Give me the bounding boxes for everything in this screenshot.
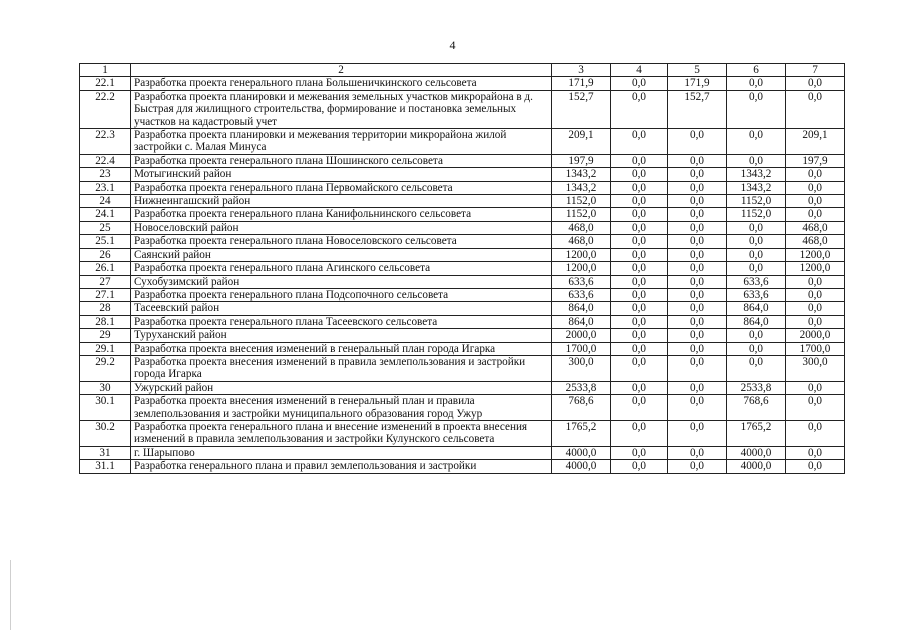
value-cell-col5: 0,0: [668, 275, 727, 288]
value-cell-col7: 1200,0: [786, 248, 845, 261]
value-cell-col7: 0,0: [786, 446, 845, 459]
row-number-cell: 27: [80, 275, 131, 288]
row-number-cell: 29: [80, 329, 131, 342]
table-row: [80, 381, 845, 394]
row-number-cell: 28.1: [80, 315, 131, 328]
value-cell-col6: 0,0: [727, 77, 786, 90]
table-row: [80, 235, 845, 248]
header-cell: 1: [80, 64, 131, 77]
value-cell-col3: 768,6: [552, 395, 611, 421]
row-name-cell: Разработка проекта генерального плана Подсопочного сельсовета: [131, 288, 552, 301]
value-cell-col4: 0,0: [611, 221, 668, 234]
value-cell-col6: 1765,2: [727, 420, 786, 446]
header-cell: 3: [552, 64, 611, 77]
value-cell-col7: 0,0: [786, 420, 845, 446]
row-name-cell: Мотыгинский район: [131, 168, 552, 181]
value-cell-col4: 0,0: [611, 275, 668, 288]
value-cell-col3: 197,9: [552, 154, 611, 167]
value-cell-col6: 0,0: [727, 90, 786, 128]
table-row: [80, 342, 845, 355]
row-number-cell: 25: [80, 221, 131, 234]
value-cell-col4: 0,0: [611, 460, 668, 473]
value-cell-col7: 209,1: [786, 129, 845, 155]
row-number-cell: 30: [80, 381, 131, 394]
row-number-cell: 26: [80, 248, 131, 261]
value-cell-col7: 0,0: [786, 460, 845, 473]
row-name-cell: Ужурский район: [131, 381, 552, 394]
row-name-cell: Тасеевский район: [131, 302, 552, 315]
value-cell-col7: 0,0: [786, 315, 845, 328]
page-number: 4: [449, 38, 456, 52]
value-cell-col4: 0,0: [611, 329, 668, 342]
row-number-cell: 22.4: [80, 154, 131, 167]
table-row: [80, 460, 845, 473]
table-row: [80, 315, 845, 328]
value-cell-col7: 468,0: [786, 221, 845, 234]
value-cell-col4: 0,0: [611, 129, 668, 155]
value-cell-col7: 0,0: [786, 302, 845, 315]
value-cell-col4: 0,0: [611, 262, 668, 275]
row-number-cell: 26.1: [80, 262, 131, 275]
value-cell-col7: 0,0: [786, 288, 845, 301]
table-row: [80, 154, 845, 167]
value-cell-col7: 2000,0: [786, 329, 845, 342]
value-cell-col5: 0,0: [668, 195, 727, 208]
table-row: [80, 275, 845, 288]
row-name-cell: г. Шарыпово: [131, 446, 552, 459]
value-cell-col6: 1152,0: [727, 195, 786, 208]
value-cell-col7: 0,0: [786, 395, 845, 421]
value-cell-col6: 1343,2: [727, 168, 786, 181]
value-cell-col4: 0,0: [611, 302, 668, 315]
value-cell-col6: 0,0: [727, 262, 786, 275]
value-cell-col7: 0,0: [786, 195, 845, 208]
header-cell: 7: [786, 64, 845, 77]
value-cell-col4: 0,0: [611, 288, 668, 301]
value-cell-col5: 0,0: [668, 235, 727, 248]
value-cell-col4: 0,0: [611, 168, 668, 181]
value-cell-col5: 0,0: [668, 181, 727, 194]
value-cell-col7: 0,0: [786, 77, 845, 90]
value-cell-col6: 0,0: [727, 154, 786, 167]
value-cell-col5: 0,0: [668, 395, 727, 421]
row-number-cell: 30.2: [80, 420, 131, 446]
value-cell-col5: 0,0: [668, 420, 727, 446]
row-number-cell: 25.1: [80, 235, 131, 248]
table-row: [80, 181, 845, 194]
value-cell-col3: 2000,0: [552, 329, 611, 342]
value-cell-col5: 0,0: [668, 208, 727, 221]
value-cell-col7: 0,0: [786, 381, 845, 394]
value-cell-col4: 0,0: [611, 315, 668, 328]
value-cell-col7: 300,0: [786, 355, 845, 381]
value-cell-col6: 633,6: [727, 288, 786, 301]
value-cell-col5: 0,0: [668, 248, 727, 261]
table-row: [80, 262, 845, 275]
value-cell-col4: 0,0: [611, 235, 668, 248]
value-cell-col3: 864,0: [552, 315, 611, 328]
row-number-cell: 24.1: [80, 208, 131, 221]
table-row: [80, 329, 845, 342]
row-name-cell: Разработка проекта внесения изменений в генеральный план и правила землепользования и застройки муниципального образования город Ужур: [131, 395, 552, 421]
header-cell: 4: [611, 64, 668, 77]
value-cell-col6: 2533,8: [727, 381, 786, 394]
value-cell-col4: 0,0: [611, 90, 668, 128]
value-cell-col6: 0,0: [727, 235, 786, 248]
value-cell-col6: 4000,0: [727, 460, 786, 473]
table-row: [80, 355, 845, 381]
value-cell-col3: 1152,0: [552, 208, 611, 221]
value-cell-col3: 1343,2: [552, 181, 611, 194]
value-cell-col3: 1765,2: [552, 420, 611, 446]
row-number-cell: 30.1: [80, 395, 131, 421]
value-cell-col3: 1200,0: [552, 262, 611, 275]
value-cell-col3: 864,0: [552, 302, 611, 315]
row-name-cell: Разработка проекта генерального плана Агинского сельсовета: [131, 262, 552, 275]
row-number-cell: 22.3: [80, 129, 131, 155]
row-name-cell: Разработка проекта генерального плана Шошинского сельсовета: [131, 154, 552, 167]
value-cell-col3: 633,6: [552, 288, 611, 301]
table-row: [80, 77, 845, 90]
value-cell-col7: 0,0: [786, 275, 845, 288]
table-row: [80, 195, 845, 208]
value-cell-col7: 0,0: [786, 90, 845, 128]
row-number-cell: 23: [80, 168, 131, 181]
row-name-cell: Разработка проекта внесения изменений в генеральный план города Игарка: [131, 342, 552, 355]
row-number-cell: 27.1: [80, 288, 131, 301]
value-cell-col7: 0,0: [786, 168, 845, 181]
row-number-cell: 31: [80, 446, 131, 459]
value-cell-col6: 4000,0: [727, 446, 786, 459]
value-cell-col4: 0,0: [611, 342, 668, 355]
value-cell-col5: 0,0: [668, 446, 727, 459]
row-name-cell: Разработка проекта генерального плана Новоселовского сельсовета: [131, 235, 552, 248]
value-cell-col4: 0,0: [611, 77, 668, 90]
value-cell-col6: 0,0: [727, 355, 786, 381]
value-cell-col3: 152,7: [552, 90, 611, 128]
value-cell-col3: 4000,0: [552, 460, 611, 473]
table-row: [80, 395, 845, 421]
value-cell-col3: 171,9: [552, 77, 611, 90]
value-cell-col6: 864,0: [727, 315, 786, 328]
value-cell-col4: 0,0: [611, 208, 668, 221]
row-name-cell: Туруханский район: [131, 329, 552, 342]
scan-edge-mark: [10, 560, 11, 630]
row-name-cell: Сухобузимский район: [131, 275, 552, 288]
row-number-cell: 23.1: [80, 181, 131, 194]
value-cell-col6: 0,0: [727, 342, 786, 355]
row-number-cell: 28: [80, 302, 131, 315]
value-cell-col7: 468,0: [786, 235, 845, 248]
value-cell-col4: 0,0: [611, 446, 668, 459]
value-cell-col6: 0,0: [727, 221, 786, 234]
row-number-cell: 29.2: [80, 355, 131, 381]
value-cell-col5: 0,0: [668, 315, 727, 328]
row-number-cell: 22.1: [80, 77, 131, 90]
value-cell-col6: 0,0: [727, 129, 786, 155]
value-cell-col3: 1200,0: [552, 248, 611, 261]
table-row: [80, 420, 845, 446]
value-cell-col5: 0,0: [668, 288, 727, 301]
header-cell: 2: [131, 64, 552, 77]
row-name-cell: Новоселовский район: [131, 221, 552, 234]
row-number-cell: 24: [80, 195, 131, 208]
value-cell-col3: 2533,8: [552, 381, 611, 394]
row-name-cell: Разработка проекта генерального плана Канифольнинского сельсовета: [131, 208, 552, 221]
value-cell-col7: 1700,0: [786, 342, 845, 355]
value-cell-col3: 468,0: [552, 221, 611, 234]
value-cell-col3: 633,6: [552, 275, 611, 288]
value-cell-col7: 197,9: [786, 154, 845, 167]
value-cell-col3: 1152,0: [552, 195, 611, 208]
value-cell-col5: 0,0: [668, 129, 727, 155]
value-cell-col6: 1152,0: [727, 208, 786, 221]
value-cell-col6: 768,6: [727, 395, 786, 421]
row-name-cell: Разработка проекта генерального плана и внесение изменений в проекта внесения изменений в правила землепользования и застройки Кулунского сельсовета: [131, 420, 552, 446]
table-header-row: [80, 64, 845, 77]
value-cell-col5: 0,0: [668, 302, 727, 315]
value-cell-col3: 1700,0: [552, 342, 611, 355]
value-cell-col6: 1343,2: [727, 181, 786, 194]
value-cell-col4: 0,0: [611, 381, 668, 394]
value-cell-col5: 0,0: [668, 329, 727, 342]
value-cell-col4: 0,0: [611, 248, 668, 261]
row-number-cell: 22.2: [80, 90, 131, 128]
value-cell-col7: 0,0: [786, 208, 845, 221]
table-row: [80, 168, 845, 181]
row-name-cell: Разработка проекта планировки и межевания территории микрорайона жилой застройки с. Малая Минуса: [131, 129, 552, 155]
value-cell-col4: 0,0: [611, 420, 668, 446]
value-cell-col4: 0,0: [611, 355, 668, 381]
row-name-cell: Саянский район: [131, 248, 552, 261]
table-row: [80, 90, 845, 128]
value-cell-col5: 0,0: [668, 381, 727, 394]
table-row: [80, 221, 845, 234]
table-row: [80, 248, 845, 261]
budget-table: [79, 63, 845, 474]
table-row: [80, 302, 845, 315]
value-cell-col5: 0,0: [668, 342, 727, 355]
row-number-cell: 29.1: [80, 342, 131, 355]
value-cell-col3: 4000,0: [552, 446, 611, 459]
value-cell-col5: 0,0: [668, 221, 727, 234]
value-cell-col4: 0,0: [611, 154, 668, 167]
table-row: [80, 129, 845, 155]
value-cell-col5: 0,0: [668, 460, 727, 473]
row-name-cell: Разработка проекта генерального плана Первомайского сельсовета: [131, 181, 552, 194]
value-cell-col5: 0,0: [668, 355, 727, 381]
value-cell-col3: 300,0: [552, 355, 611, 381]
row-name-cell: Разработка проекта генерального плана Большеничкинского сельсовета: [131, 77, 552, 90]
value-cell-col6: 633,6: [727, 275, 786, 288]
table-row: [80, 446, 845, 459]
value-cell-col6: 0,0: [727, 248, 786, 261]
row-name-cell: Разработка проекта генерального плана Тасеевского сельсовета: [131, 315, 552, 328]
value-cell-col5: 0,0: [668, 154, 727, 167]
value-cell-col7: 0,0: [786, 181, 845, 194]
value-cell-col3: 1343,2: [552, 168, 611, 181]
row-name-cell: Разработка проекта планировки и межевания земельных участков микрорайона в д. Быстрая для жилищного строительства, формирование и постановка земельных участков на кадастровый учет: [131, 90, 552, 128]
value-cell-col3: 209,1: [552, 129, 611, 155]
value-cell-col6: 0,0: [727, 329, 786, 342]
value-cell-col6: 864,0: [727, 302, 786, 315]
header-cell: 5: [668, 64, 727, 77]
header-cell: 6: [727, 64, 786, 77]
row-number-cell: 31.1: [80, 460, 131, 473]
value-cell-col3: 468,0: [552, 235, 611, 248]
value-cell-col4: 0,0: [611, 195, 668, 208]
row-name-cell: Разработка генерального плана и правил землепользования и застройки: [131, 460, 552, 473]
value-cell-col4: 0,0: [611, 181, 668, 194]
value-cell-col5: 0,0: [668, 168, 727, 181]
value-cell-col7: 1200,0: [786, 262, 845, 275]
value-cell-col5: 171,9: [668, 77, 727, 90]
value-cell-col5: 0,0: [668, 262, 727, 275]
table-row: [80, 208, 845, 221]
value-cell-col5: 152,7: [668, 90, 727, 128]
table-row: [80, 288, 845, 301]
value-cell-col4: 0,0: [611, 395, 668, 421]
row-name-cell: Разработка проекта внесения изменений в правила землепользования и застройки города Игарка: [131, 355, 552, 381]
row-name-cell: Нижнеингашский район: [131, 195, 552, 208]
